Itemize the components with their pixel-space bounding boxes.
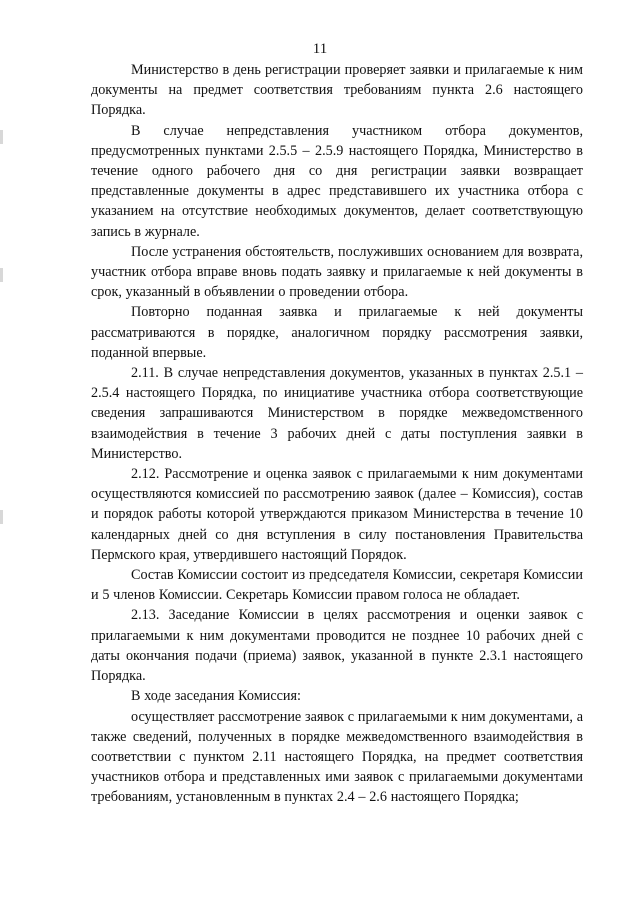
scan-margin-mark <box>0 510 3 524</box>
scan-margin-mark <box>0 130 3 144</box>
paragraph: 2.13. Заседание Комиссии в целях рассмотрения и оценки заявок с прилагаемыми к ним документами проводится не позднее 10 рабочих дней с даты окончания подачи (приема) заявок, указанной в пункте 2.3.1 настоящего Порядка. <box>91 607 583 685</box>
paragraph: 2.12. Рассмотрение и оценка заявок с прилагаемыми к ним документами осуществляются комиссией по рассмотрению заявок (далее – Комиссия), состав и порядок работы которой утверждаются приказом Министерства в течение 10 календарных дней со дня вступления в силу постановления Правительства Пермского края, утвердившего настоящий Порядок. <box>91 466 583 563</box>
document-body <box>91 60 583 808</box>
page-number: 11 <box>312 41 328 57</box>
paragraph: 2.11. В случае непредставления документов, указанных в пунктах 2.5.1 – 2.5.4 настоящего Порядка, по инициативе участника отбора соответствующие сведения запрашиваются Министерством в порядке межведомственного взаимодействия в течение 3 рабочих дней с даты поступления заявки в Министерство. <box>91 365 583 462</box>
paragraph: В случае непредставления участником отбора документов, предусмотренных пунктами 2.5.5 – 2.5.9 настоящего Порядка, Министерство в течение одного рабочего дня со дня регистрации заявки возвращает представленные документы в адрес представившего их участника отбора с указанием на отсутствие необходимых документов, делает соответствующую запись в журнале. <box>91 122 583 240</box>
paragraph: осуществляет рассмотрение заявок с прилагаемыми к ним документами, а также сведений, полученных в порядке межведомственного взаимодействия в соответствии с пунктом 2.11 настоящего Порядка, на предмет соответствия участников отбора и представленных ими заявок с прилагаемыми документами требованиям, установленным в пунктах 2.4 – 2.6 настоящего Порядка; <box>91 708 583 806</box>
scan-margin-mark <box>0 268 3 282</box>
paragraph: После устранения обстоятельств, послуживших основанием для возврата, участник отбора вправе вновь подать заявку и прилагаемые к ней документы в срок, указанный в объявлении о проведении отбора. <box>91 243 583 301</box>
paragraph: Повторно поданная заявка и прилагаемые к ней документы рассматриваются в порядке, аналогичном порядку рассмотрения заявки, поданной впервые. <box>91 304 583 361</box>
paragraph: В ходе заседания Комиссия: <box>131 688 301 705</box>
paragraph: Состав Комиссии состоит из председателя Комиссии, секретаря Комиссии и 5 членов Комиссии. Секретарь Комиссии правом голоса не обладает. <box>91 567 583 604</box>
paragraph: Министерство в день регистрации проверяет заявки и прилагаемые к ним документы на предмет соответствия требованиям пункта 2.6 настоящего Порядка. <box>91 62 583 119</box>
